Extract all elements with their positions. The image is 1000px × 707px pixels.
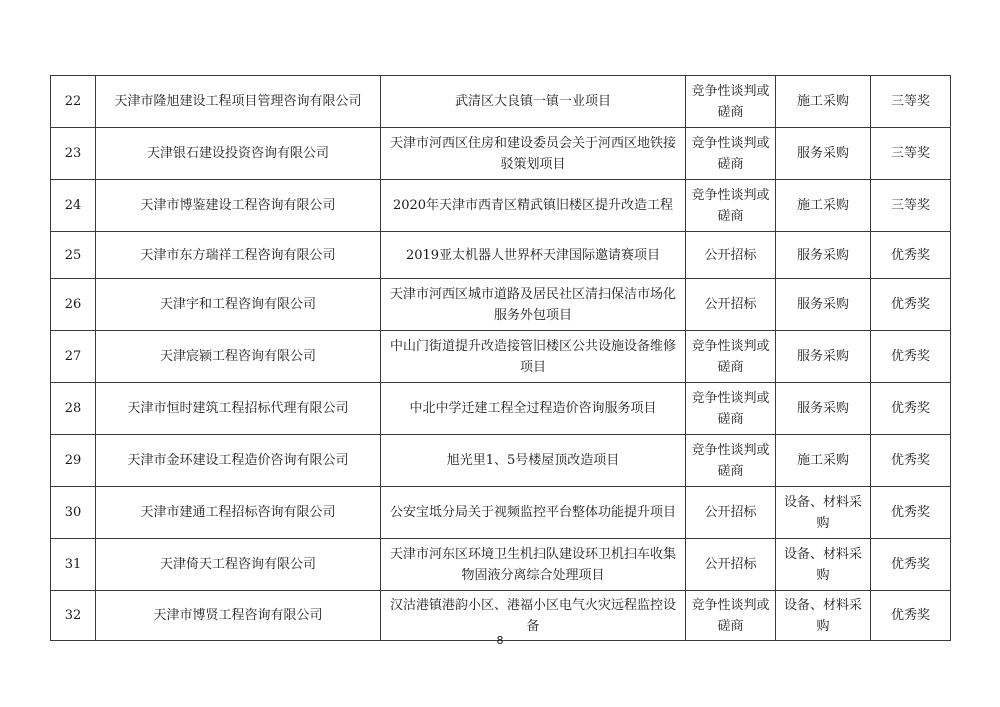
project-name: 天津市河西区住房和建设委员会关于河西区地铁接驳策划项目 <box>381 128 686 180</box>
company-name: 天津市恒时建筑工程招标代理有限公司 <box>96 383 381 435</box>
company-name: 天津市隆旭建设工程项目管理咨询有限公司 <box>96 76 381 128</box>
procurement-type: 施工采购 <box>776 180 871 232</box>
row-number: 29 <box>51 435 96 487</box>
table-row <box>51 539 951 591</box>
project-name: 旭光里1、5号楼屋顶改造项目 <box>381 435 686 487</box>
table-row <box>51 76 951 128</box>
table-row <box>51 487 951 539</box>
project-name: 天津市河西区城市道路及居民社区清扫保洁市场化服务外包项目 <box>381 279 686 331</box>
procurement-method: 竞争性谈判或磋商 <box>686 435 776 487</box>
procurement-type: 施工采购 <box>776 435 871 487</box>
table-row <box>51 591 951 641</box>
company-name: 天津市建通工程招标咨询有限公司 <box>96 487 381 539</box>
company-name: 天津宸颍工程咨询有限公司 <box>96 331 381 383</box>
page-number: 8 <box>496 634 504 647</box>
award-level: 优秀奖 <box>871 591 951 641</box>
table-row <box>51 279 951 331</box>
procurement-method: 公开招标 <box>686 539 776 591</box>
procurement-method: 竞争性谈判或磋商 <box>686 180 776 232</box>
award-level: 三等奖 <box>871 128 951 180</box>
award-level: 优秀奖 <box>871 279 951 331</box>
procurement-type: 服务采购 <box>776 128 871 180</box>
procurement-type: 服务采购 <box>776 383 871 435</box>
project-name: 武清区大良镇一镇一业项目 <box>381 76 686 128</box>
table-row <box>51 435 951 487</box>
award-level: 优秀奖 <box>871 331 951 383</box>
award-table <box>50 75 951 641</box>
award-level: 优秀奖 <box>871 435 951 487</box>
procurement-type: 服务采购 <box>776 331 871 383</box>
award-level: 三等奖 <box>871 76 951 128</box>
row-number: 26 <box>51 279 96 331</box>
row-number: 25 <box>51 232 96 279</box>
project-name: 中山门街道提升改造接管旧楼区公共设施设备维修项目 <box>381 331 686 383</box>
company-name: 天津银石建设投资咨询有限公司 <box>96 128 381 180</box>
procurement-type: 服务采购 <box>776 232 871 279</box>
procurement-type: 设备、材料采购 <box>776 591 871 641</box>
row-number: 22 <box>51 76 96 128</box>
company-name: 天津倚天工程咨询有限公司 <box>96 539 381 591</box>
company-name: 天津市博鉴建设工程咨询有限公司 <box>96 180 381 232</box>
project-name: 汉沽港镇港韵小区、港福小区电气火灾远程监控设备 <box>381 591 686 641</box>
row-number: 23 <box>51 128 96 180</box>
row-number: 31 <box>51 539 96 591</box>
procurement-method: 竞争性谈判或磋商 <box>686 331 776 383</box>
award-level: 优秀奖 <box>871 232 951 279</box>
procurement-type: 服务采购 <box>776 279 871 331</box>
row-number: 30 <box>51 487 96 539</box>
project-name: 2020年天津市西青区精武镇旧楼区提升改造工程 <box>381 180 686 232</box>
table-row <box>51 232 951 279</box>
procurement-type: 设备、材料采购 <box>776 487 871 539</box>
table-row <box>51 128 951 180</box>
row-number: 32 <box>51 591 96 641</box>
row-number: 24 <box>51 180 96 232</box>
procurement-type: 施工采购 <box>776 76 871 128</box>
row-number: 27 <box>51 331 96 383</box>
company-name: 天津市博贤工程咨询有限公司 <box>96 591 381 641</box>
award-level: 三等奖 <box>871 180 951 232</box>
project-name: 2019亚太机器人世界杯天津国际邀请赛项目 <box>381 232 686 279</box>
procurement-method: 公开招标 <box>686 279 776 331</box>
award-level: 优秀奖 <box>871 487 951 539</box>
procurement-method: 竞争性谈判或磋商 <box>686 76 776 128</box>
procurement-type: 设备、材料采购 <box>776 539 871 591</box>
procurement-method: 公开招标 <box>686 487 776 539</box>
procurement-method: 竞争性谈判或磋商 <box>686 383 776 435</box>
project-name: 公安宝坻分局关于视频监控平台整体功能提升项目 <box>381 487 686 539</box>
award-level: 优秀奖 <box>871 383 951 435</box>
company-name: 天津市东方瑞祥工程咨询有限公司 <box>96 232 381 279</box>
table-row <box>51 331 951 383</box>
procurement-method: 公开招标 <box>686 232 776 279</box>
award-level: 优秀奖 <box>871 539 951 591</box>
project-name: 天津市河东区环境卫生机扫队建设环卫机扫车收集物固液分离综合处理项目 <box>381 539 686 591</box>
table-row <box>51 180 951 232</box>
table-row <box>51 383 951 435</box>
company-name: 天津宇和工程咨询有限公司 <box>96 279 381 331</box>
procurement-method: 竞争性谈判或磋商 <box>686 128 776 180</box>
company-name: 天津市金环建设工程造价咨询有限公司 <box>96 435 381 487</box>
project-name: 中北中学迁建工程全过程造价咨询服务项目 <box>381 383 686 435</box>
row-number: 28 <box>51 383 96 435</box>
procurement-method: 竞争性谈判或磋商 <box>686 591 776 641</box>
